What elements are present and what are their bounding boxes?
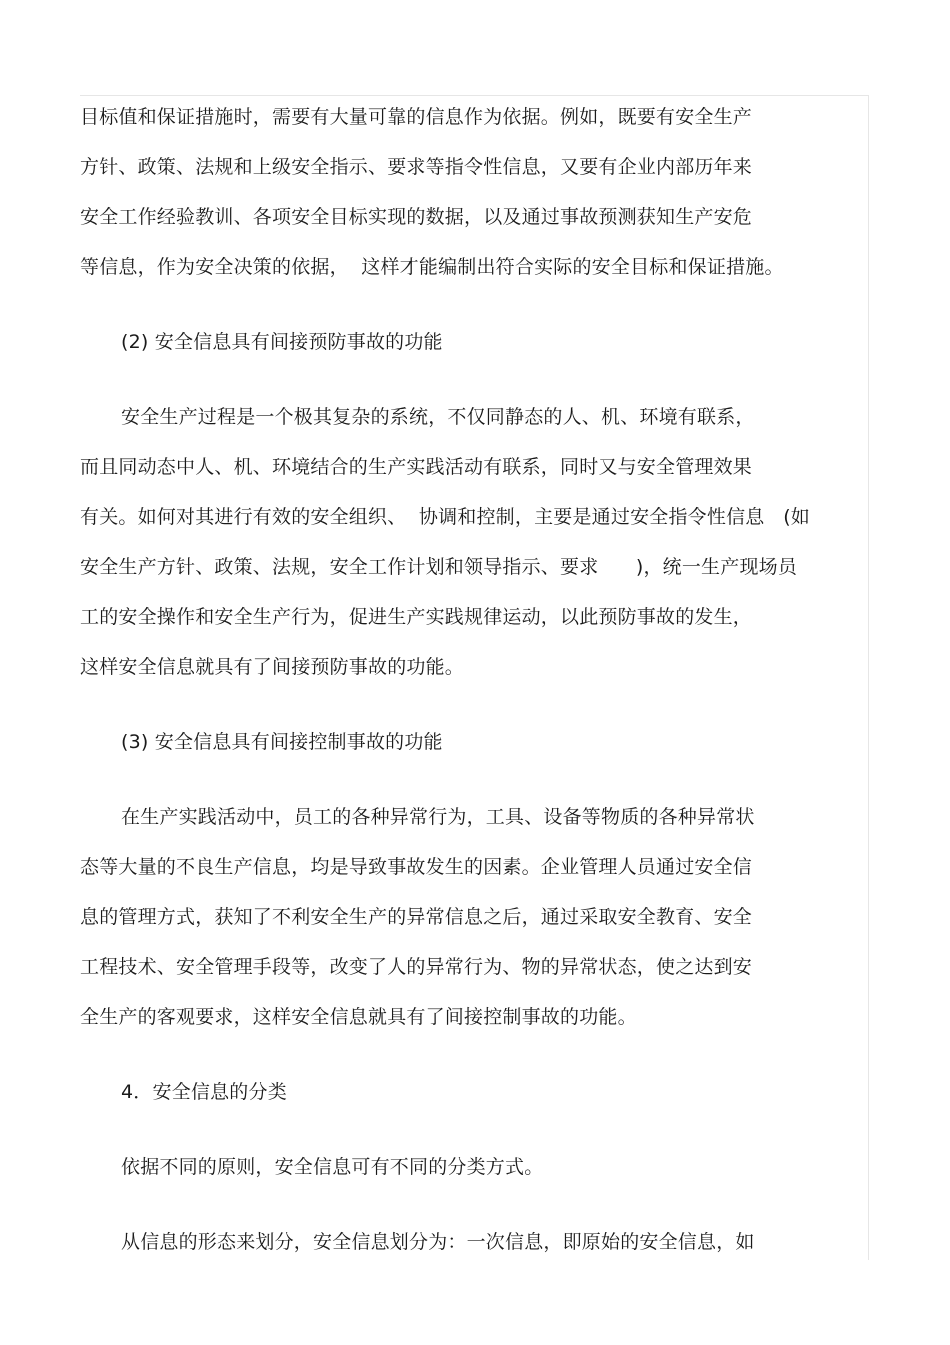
paragraph-line: 方针、政策、法规和上级安全指示、要求等指令性信息，又要有企业内部历年来 xyxy=(80,156,753,178)
paragraph-line: 安全生产方针、政策、法规，安全工作计划和领导指示、要求 )，统一生产现场员 xyxy=(80,556,798,578)
paragraph-line: 目标值和保证措施时，需要有大量可靠的信息作为依据。例如，既要有安全生产 xyxy=(80,106,753,128)
paragraph-line: 有关。如何对其进行有效的安全组织、 协调和控制，主要是通过安全指令性信息 (如 xyxy=(80,506,811,528)
paragraph-line: 安全工作经验教训、各项安全目标实现的数据，以及通过事故预测获知生产安危 xyxy=(80,206,753,228)
paragraph-line: 安全生产过程是一个极其复杂的系统，不仅同静态的人、机、环境有联系， xyxy=(121,406,755,428)
paragraph-line: 依据不同的原则，安全信息可有不同的分类方式。 xyxy=(121,1156,544,1178)
paragraph-line: 息的管理方式，获知了不利安全生产的异常信息之后，通过采取安全教育、安全 xyxy=(80,906,753,928)
paragraph-line: 在生产实践活动中，员工的各种异常行为，工具、设备等物质的各种异常状 xyxy=(121,806,755,828)
section-heading: 4．安全信息的分类 xyxy=(121,1081,287,1103)
paragraph-line: 态等大量的不良生产信息，均是导致事故发生的因素。企业管理人员通过安全信 xyxy=(80,856,753,878)
paragraph-line: 工程技术、安全管理手段等，改变了人的异常行为、物的异常状态，使之达到安 xyxy=(80,956,753,978)
paragraph-line: 这样安全信息就具有了间接预防事故的功能。 xyxy=(80,656,465,678)
paragraph-line: 从信息的形态来划分，安全信息划分为：一次信息，即原始的安全信息，如 xyxy=(121,1231,755,1253)
section-heading: (2) 安全信息具有间接预防事故的功能 xyxy=(121,331,443,353)
paragraph-line: 而且同动态中人、机、环境结合的生产实践活动有联系，同时又与安全管理效果 xyxy=(80,456,753,478)
paragraph-line: 等信息，作为安全决策的依据， 这样才能编制出符合实际的安全目标和保证措施。 xyxy=(80,256,784,278)
paragraph-line: 全生产的客观要求，这样安全信息就具有了间接控制事故的功能。 xyxy=(80,1006,637,1028)
section-heading: (3) 安全信息具有间接控制事故的功能 xyxy=(121,731,443,753)
paragraph-line: 工的安全操作和安全生产行为，促进生产实践规律运动，以此预防事故的发生， xyxy=(80,606,753,628)
